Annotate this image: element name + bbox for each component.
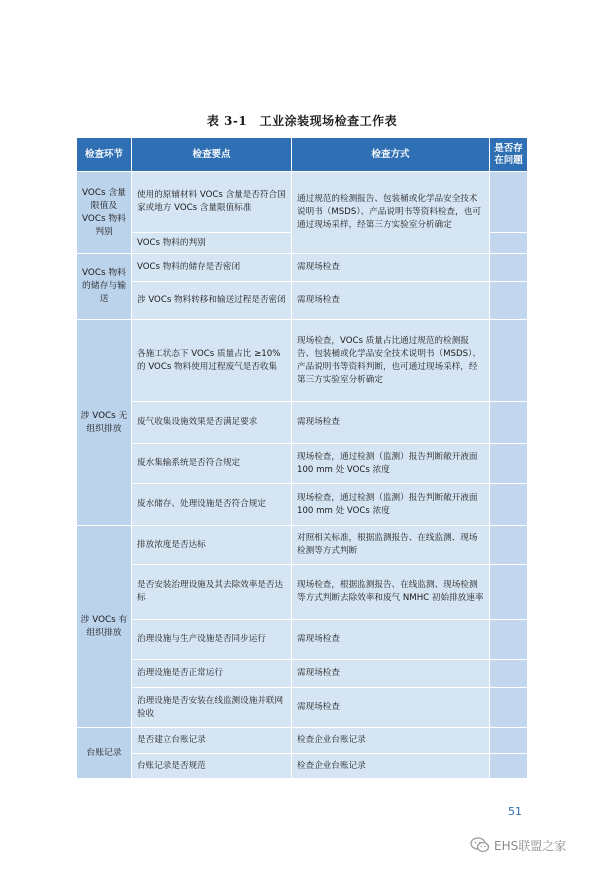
problem-cell[interactable] — [490, 688, 528, 728]
inspection-method: 需现场检查 — [292, 402, 490, 444]
table-row — [77, 282, 528, 320]
inspection-point: 使用的原辅材料 VOCs 含量是否符合国家或地方 VOCs 含量限值标准 — [132, 172, 292, 233]
inspection-point: 治理设施与生产设施是否同步运行 — [132, 620, 292, 660]
inspection-method: 现场检查，VOCs 质量占比通过规范的检测报告、包装桶或化学品安全技术说明书（MSDS）、产品说明书等资料判断，也可通过现场采样，经第三方实验室分析确定 — [292, 320, 490, 402]
inspection-point: VOCs 物料的判别 — [132, 233, 292, 254]
page-number: 51 — [508, 805, 522, 818]
wechat-icon — [470, 837, 490, 853]
inspection-method: 现场检查，通过检测（监测）报告判断敞开液面 100 mm 处 VOCs 浓度 — [292, 444, 490, 484]
table-title: 表 3-1 工业涂装现场检查工作表 — [206, 114, 398, 128]
inspection-point: 涉 VOCs 物料转移和输送过程是否密闭 — [132, 282, 292, 320]
section-ledger-records: 台账记录 — [77, 728, 132, 779]
table-row — [77, 620, 528, 660]
problem-cell[interactable] — [490, 565, 528, 620]
inspection-method: 需现场检查 — [292, 254, 490, 282]
inspection-method: 通过规范的检测报告、包装桶或化学品安全技术说明书（MSDS）、产品说明书等资料检查，也可通过现场采样，经第三方实验室分析确定 — [292, 172, 490, 254]
section-voc-content: VOCs 含量限值及 VOCs 物料判别 — [77, 172, 132, 254]
table-row — [77, 688, 528, 728]
table-row — [77, 728, 528, 754]
inspection-method: 需现场检查 — [292, 282, 490, 320]
problem-cell[interactable] — [490, 444, 528, 484]
inspection-point: 台账记录是否规范 — [132, 754, 292, 779]
section-organized-emission: 涉 VOCs 有组织排放 — [77, 526, 132, 728]
inspection-point: 废水集输系统是否符合规定 — [132, 444, 292, 484]
inspection-point: 各施工状态下 VOCs 质量占比 ≥10% 的 VOCs 物料使用过程废气是否收集 — [132, 320, 292, 402]
problem-cell[interactable] — [490, 402, 528, 444]
table-row — [77, 526, 528, 565]
problem-cell[interactable] — [490, 320, 528, 402]
watermark-text: EHS联盟之家 — [494, 838, 567, 853]
inspection-method: 检查企业台账记录 — [292, 754, 490, 779]
inspection-point: 是否安装治理设施及其去除效率是否达标 — [132, 565, 292, 620]
table-row — [77, 254, 528, 282]
table-row — [77, 402, 528, 444]
section-fugitive-emission: 涉 VOCs 无组织排放 — [77, 320, 132, 526]
inspection-method: 检查企业台账记录 — [292, 728, 490, 754]
problem-cell[interactable] — [490, 172, 528, 233]
watermark — [470, 835, 566, 855]
inspection-method: 需现场检查 — [292, 620, 490, 660]
inspection-method: 需现场检查 — [292, 688, 490, 728]
inspection-point: 治理设施是否安装在线监测设施并联网验收 — [132, 688, 292, 728]
header-inspection-point: 检查要点 — [132, 138, 292, 172]
inspection-point: 废水储存、处理设施是否符合规定 — [132, 484, 292, 526]
header-inspection-method: 检查方式 — [292, 138, 490, 172]
inspection-method: 现场检查，通过检测（监测）报告判断敞开液面 100 mm 处 VOCs 浓度 — [292, 484, 490, 526]
problem-cell[interactable] — [490, 754, 528, 779]
header-inspection-stage: 检查环节 — [77, 138, 132, 172]
inspection-table — [76, 137, 528, 779]
problem-cell[interactable] — [490, 620, 528, 660]
table-header-row — [77, 138, 528, 172]
table-row — [77, 484, 528, 526]
inspection-point: VOCs 物料的储存是否密闭 — [132, 254, 292, 282]
inspection-method: 对照相关标准，根据监测报告、在线监测、现场检测等方式判断 — [292, 526, 490, 565]
table-row — [77, 565, 528, 620]
inspection-point: 治理设施是否正常运行 — [132, 660, 292, 688]
table-row — [77, 172, 528, 233]
problem-cell[interactable] — [490, 233, 528, 254]
table-row — [77, 754, 528, 779]
problem-cell[interactable] — [490, 728, 528, 754]
section-storage-transport: VOCs 物料的储存与输送 — [77, 254, 132, 320]
problem-cell[interactable] — [490, 282, 528, 320]
inspection-point: 排放浓度是否达标 — [132, 526, 292, 565]
header-has-problem: 是否存在问题 — [490, 138, 528, 172]
inspection-method: 现场检查，根据监测报告、在线监测、现场检测等方式判断去除效率和废气 NMHC 初始排放速率 — [292, 565, 490, 620]
inspection-method: 需现场检查 — [292, 660, 490, 688]
problem-cell[interactable] — [490, 484, 528, 526]
table-row — [77, 444, 528, 484]
problem-cell[interactable] — [490, 254, 528, 282]
problem-cell[interactable] — [490, 660, 528, 688]
table-row — [77, 660, 528, 688]
inspection-point: 是否建立台账记录 — [132, 728, 292, 754]
problem-cell[interactable] — [490, 526, 528, 565]
inspection-point: 废气收集设施效果是否满足要求 — [132, 402, 292, 444]
table-row — [77, 320, 528, 402]
